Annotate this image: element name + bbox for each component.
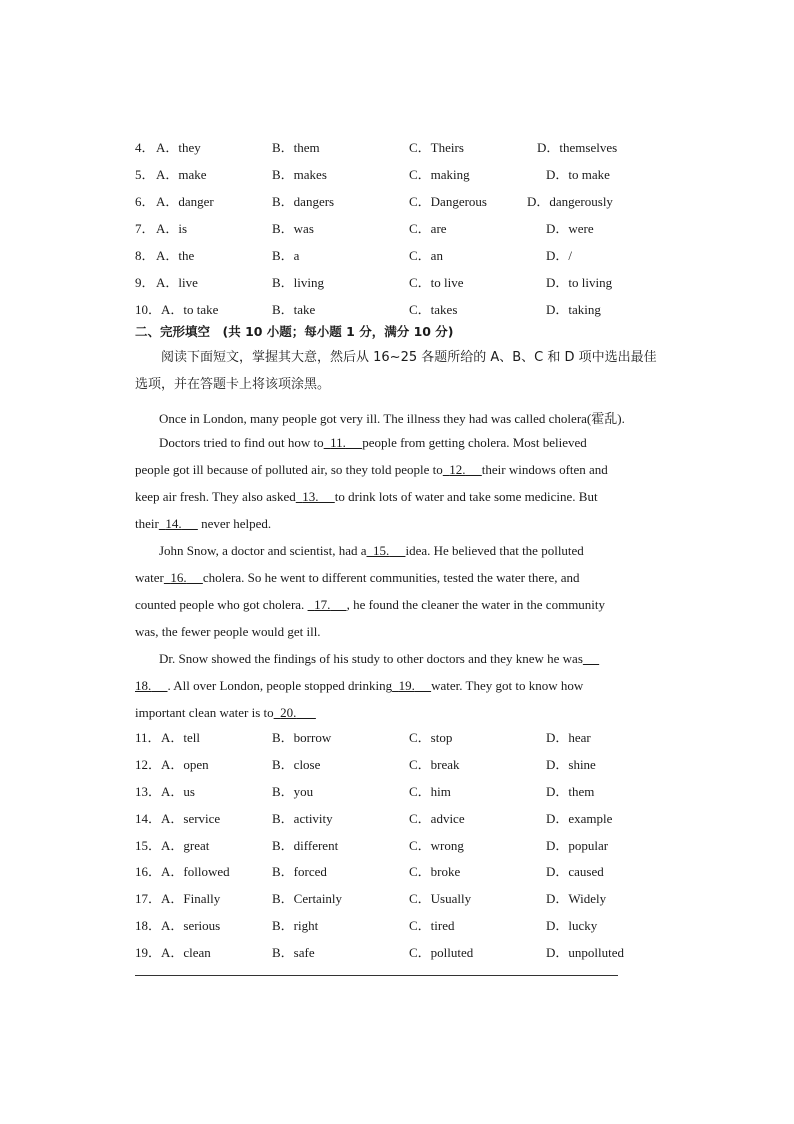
choice-c[interactable]: C．stop [409, 730, 453, 745]
choice-d[interactable]: D．lucky [546, 918, 598, 933]
question-number: 5． [135, 167, 155, 182]
blank-number: 13. [302, 489, 319, 504]
choice-c[interactable]: C．tired [409, 918, 455, 933]
choice-d[interactable]: D．hear [546, 730, 591, 745]
choice-a[interactable]: A．is [156, 221, 188, 236]
choice-b[interactable]: B．borrow [272, 730, 332, 745]
choice-c[interactable]: C．to live [409, 275, 464, 290]
blank-18-start[interactable] [583, 651, 599, 666]
option-row-16 [0, 862, 794, 882]
choice-d[interactable]: D．to living [546, 275, 613, 290]
passage-text: people got ill because of polluted air, so they told people to [135, 462, 443, 477]
passage-text: counted people who got cholera. [135, 597, 305, 612]
choice-c[interactable]: C．polluted [409, 945, 474, 960]
passage-text: , he found the cleaner the water in the community [346, 597, 606, 612]
choice-c[interactable]: C．wrong [409, 838, 464, 853]
blank-13[interactable] [296, 489, 335, 504]
choice-b[interactable]: B．living [272, 275, 325, 290]
choice-a[interactable]: A．live [156, 275, 198, 290]
question-number: 15． [135, 838, 162, 853]
blank-number: 20. [280, 705, 297, 720]
passage-line [135, 570, 580, 586]
choice-a[interactable]: A．serious [161, 918, 221, 933]
choice-b[interactable]: B．dangers [272, 194, 335, 209]
question-number: 11． [135, 730, 161, 745]
bottom-divider [135, 975, 618, 976]
blank-number: 16. [170, 570, 187, 585]
choice-b[interactable]: B．safe [272, 945, 315, 960]
blank-number: 11. [330, 435, 346, 450]
option-row-14 [0, 809, 794, 829]
passage-line [135, 516, 271, 532]
passage-text: their windows often and [481, 462, 608, 477]
choice-c[interactable]: C．him [409, 784, 451, 799]
option-row-4 [0, 138, 794, 158]
choice-b[interactable]: B．them [272, 140, 320, 155]
choice-d[interactable]: D．Widely [546, 891, 607, 906]
question-number: 17． [135, 891, 162, 906]
blank-number: 15. [372, 543, 390, 558]
option-row-17 [0, 889, 794, 909]
choice-a[interactable]: A．make [156, 167, 207, 182]
option-row-5 [0, 165, 794, 185]
choice-d[interactable]: D．example [546, 811, 613, 826]
blank-20[interactable] [274, 705, 316, 720]
choice-d[interactable]: D．were [546, 221, 594, 236]
choice-a[interactable]: A．danger [156, 194, 214, 209]
option-row-11 [0, 728, 794, 748]
choice-a[interactable]: A．followed [161, 864, 230, 879]
passage-line [135, 597, 605, 613]
choice-d[interactable]: D．caused [546, 864, 604, 879]
passage-text: keep air fresh. They also asked [135, 489, 296, 504]
question-number: 8． [135, 248, 155, 263]
passage-text: Doctors tried to find out how to [159, 435, 324, 450]
choice-c[interactable]: C．break [409, 757, 460, 772]
blank-16[interactable] [164, 570, 203, 585]
option-row-19 [0, 943, 794, 963]
choice-d[interactable]: D．taking [546, 302, 601, 317]
choice-b[interactable]: B．close [272, 757, 321, 772]
choice-c[interactable]: C．broke [409, 864, 461, 879]
choice-d[interactable]: D．/ [546, 248, 573, 263]
section-title: 二、完形填空 (共 10 小题；每小题 1 分，满分 10 分) [135, 324, 454, 339]
passage-text: to drink lots of water and take some medicine. But [334, 489, 598, 504]
choice-a[interactable]: A．they [156, 140, 201, 155]
passage-text: never helped. [201, 516, 272, 531]
passage-line [159, 543, 584, 559]
blank-15[interactable] [366, 543, 405, 558]
choice-c[interactable]: C．Dangerous [409, 194, 487, 209]
passage-line: was, the fewer people would get ill. [135, 624, 321, 639]
option-row-9 [0, 273, 794, 293]
option-row-13 [0, 782, 794, 802]
passage-text: water. They got to know how [431, 678, 584, 693]
option-row-8 [0, 246, 794, 266]
question-number: 19． [135, 945, 162, 960]
choice-a[interactable]: A．open [161, 757, 209, 772]
choice-c[interactable]: C．takes [409, 302, 458, 317]
choice-b[interactable]: B．was [272, 221, 314, 236]
choice-b[interactable]: B．you [272, 784, 314, 799]
passage-text: cholera. So he went to different communities, tested the water there, and [202, 570, 580, 585]
passage-text: Dr. Snow showed the findings of his study to other doctors and they knew he was [159, 651, 583, 666]
passage-line [159, 435, 587, 451]
choice-a[interactable]: A．service [161, 811, 221, 826]
option-row-7 [0, 219, 794, 239]
choice-d[interactable]: D．to make [546, 167, 610, 182]
option-row-18 [0, 916, 794, 936]
choice-c[interactable]: C．are [409, 221, 447, 236]
question-number: 13． [135, 784, 162, 799]
blank-18[interactable] [135, 678, 168, 693]
choice-d[interactable]: D．unpolluted [546, 945, 624, 960]
choice-b[interactable]: B．makes [272, 167, 327, 182]
choice-b[interactable]: B．different [272, 838, 339, 853]
question-number: 9． [135, 275, 155, 290]
question-number: 16． [135, 864, 162, 879]
choice-b[interactable]: B．Certainly [272, 891, 343, 906]
choice-d[interactable]: D．themselves [537, 140, 618, 155]
option-row-12 [0, 755, 794, 775]
choice-c[interactable]: C．advice [409, 811, 465, 826]
option-row-10 [0, 300, 794, 320]
passage-text: people from getting cholera. Most believed [362, 435, 587, 450]
blank-14[interactable] [159, 516, 198, 531]
passage-text: . All over London, people stopped drinking [167, 678, 393, 693]
choice-a[interactable]: A．tell [161, 730, 200, 745]
choice-a[interactable]: A．the [156, 248, 195, 263]
question-number: 7． [135, 221, 155, 236]
choice-b[interactable]: B．forced [272, 864, 327, 879]
choice-c[interactable]: C．Theirs [409, 140, 464, 155]
blank-19[interactable] [392, 678, 431, 693]
blank-number: 19. [398, 678, 415, 693]
choice-c[interactable]: C．making [409, 167, 470, 182]
choice-a[interactable]: A．clean [161, 945, 211, 960]
question-number: 6． [135, 194, 155, 209]
option-row-15 [0, 836, 794, 856]
question-number: 10． [135, 302, 162, 317]
choice-a[interactable]: A．Finally [161, 891, 221, 906]
blank-number: 14. [165, 516, 182, 531]
choice-c[interactable]: C．an [409, 248, 443, 263]
passage-line: Once in London, many people got very ill. The illness they had was called cholera(霍乱). [159, 411, 625, 426]
section-instruction: 阅读下面短文，掌握其大意，然后从 16~25 各题所给的 A、B、C 和 D 项中选出最佳选项，并在答题卡上将该项涂黑。 [135, 350, 657, 392]
choice-b[interactable]: B．take [272, 302, 316, 317]
blank-number: 18. [135, 678, 152, 693]
choice-c[interactable]: C．Usually [409, 891, 472, 906]
choice-d[interactable]: D．them [546, 784, 595, 799]
question-number: 4． [135, 140, 155, 155]
option-row-6 [0, 192, 794, 212]
question-number: 14． [135, 811, 162, 826]
passage-text: John Snow, a doctor and scientist, had a [159, 543, 367, 558]
passage-line [135, 489, 598, 505]
blank-number: 12. [449, 462, 466, 477]
passage-text: idea. He believed that the polluted [405, 543, 584, 558]
passage-text: important clean water is to [135, 705, 274, 720]
blank-12[interactable] [443, 462, 482, 477]
choice-a[interactable]: A．us [161, 784, 195, 799]
passage-text: their [135, 516, 159, 531]
passage-line [135, 705, 316, 721]
passage-text: water [135, 570, 164, 585]
question-number: 12． [135, 757, 162, 772]
choice-a[interactable]: A．to take [161, 302, 219, 317]
choice-b[interactable]: B．right [272, 918, 319, 933]
blank-11[interactable] [324, 435, 363, 450]
choice-d[interactable]: D．shine [546, 757, 596, 772]
blank-17[interactable] [308, 597, 347, 612]
passage-line [135, 678, 583, 694]
choice-b[interactable]: B．a [272, 248, 300, 263]
blank-number: 17. [314, 597, 331, 612]
choice-d[interactable]: D．dangerously [527, 194, 613, 209]
question-number: 18． [135, 918, 162, 933]
passage-line [135, 462, 608, 478]
passage-line [159, 651, 599, 667]
choice-a[interactable]: A．great [161, 838, 210, 853]
choice-d[interactable]: D．popular [546, 838, 609, 853]
choice-b[interactable]: B．activity [272, 811, 333, 826]
